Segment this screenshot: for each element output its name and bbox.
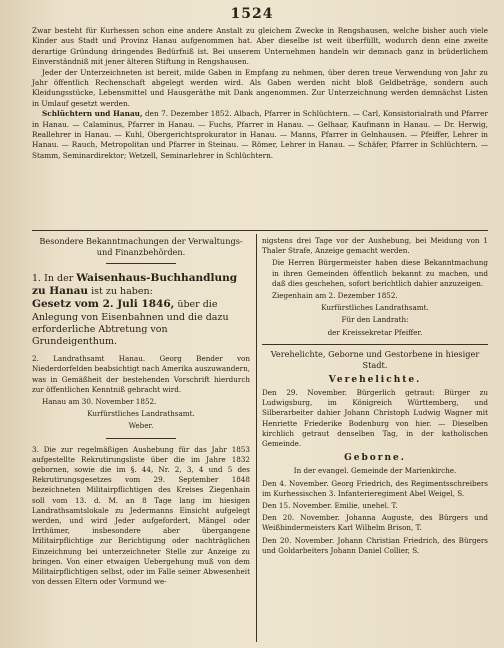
notice-1-publisher: Waisenhaus-Buchhandlung zu Hanau (32, 272, 238, 298)
horizontal-rule (262, 344, 488, 345)
notice-1 (32, 272, 250, 348)
notice-3-date: Ziegenhain am 2. Dezember 1852. (272, 291, 398, 301)
notice-2-date: Hanau am 30. November 1852. (42, 397, 157, 407)
left-column (32, 236, 250, 589)
birth-entry: Den 15. November. Emilie, unehel. T. (262, 501, 398, 511)
notice-1-law-title: Gesetz vom 2. Juli 1846, (32, 298, 175, 311)
top-article (32, 26, 488, 161)
notice-2-authority: Kurfürstliches Landrathsamt. (87, 409, 195, 419)
horizontal-rule (32, 230, 488, 231)
section-heading-civil-register: Verehelichte, Geborne und Gestorbene in hiesiger Stadt. (270, 348, 480, 370)
top-signatories: den 7. Dezember 1852. Albach, Pfarrer in Schlüchtern. — Carl, Konsistorialrath und Pfarrer in Hanau. — Calaminus, Pfarrer in Hanau. — Fuchs, Pfarrer in Hanau. — Gelhaar, Kaufmann in Hanau. — Dr. Herwig, Reallehrer in Hanau. — Kuhl, Obergerichtsprokurator in Hanau. — Manns, Pfarrer in Gelnhausen. — Pfeiffer, Lehrer in Hanau. — Rauch, Metropolitan und Pfarrer in Steinau. — Römer, Lehrer in Hanau. — Schäfer, Pfarrer in Schlüchtern. — Stamm, Seminardirektor; Wetzell, Seminarlehrer in Schlüchtern. (32, 109, 488, 160)
birth-entry: Den 4. November. Georg Friedrich, des Regimentsschreibers im Kurhessischen 3. Infanterieregiment Abel Weigel, S. (262, 478, 488, 498)
right-column (262, 236, 488, 558)
section-marriages: Verehelichte. (328, 374, 422, 385)
notice-3-for: Für den Landrath: (341, 315, 409, 325)
notice-1-intro: In der (44, 273, 74, 284)
notice-3-mayors: Die Herren Bürgermeister haben diese Bekanntmachung in ihren Gemeinden öffentlich bekannt zu machen, und daß dies geschehen, sofort berichtlich dahier anzuzeigen. (272, 258, 488, 288)
marriage-entry: Den 29. November. Bürgerlich getraut: Bürger zu Ludwigsburg, im Königreich Württemberg, und Silberarbeiter dahier Johann Christoph Ludwig Wagner mit Henriette Friederike Bodenburg von hier. — Dieselben kirchlich getraut denselben Tag, in der katholischen Gemeinde. (262, 388, 488, 449)
short-rule (106, 263, 176, 264)
notice-1-number: 1. (32, 273, 42, 284)
short-rule (106, 438, 176, 439)
notice-3-authority: Kurfürstliches Landrathsamt. (321, 303, 429, 313)
page-number: 1524 (230, 6, 274, 22)
notice-1-law-desc: über die Anlegung von Eisenbahnen und die dazu erforderliche Abtretung von Grundeigenthum. (32, 299, 229, 348)
births-parish-heading: In der evangel. Gemeinde der Marienkirche. (293, 466, 457, 476)
birth-entry: Den 20. November. Johanna Auguste, des Bürgers und Weißbindermeisters Karl Wilhelm Brison, T. (262, 513, 488, 533)
top-paragraph-2: Jeder der Unterzeichneten ist bereit, milde Gaben in Empfang zu nehmen, über deren treue Verwendung von Jahr zu Jahr öffentlich Rechenschaft abgelegt werden wird. Als Gaben werden nicht bloß Geldbeträge, sondern auch Kleidungsstücke, Lebensmittel und Hausgeräthe mit Dank angenommen. Zur Unterzeichnung werden demnächst Listen in Umlauf gesetzt werden. (32, 67, 488, 108)
notice-3-continued: nigstens drei Tage vor der Aushebung, bei Meidung von 1 Thaler Strafe, Anzeige gemacht werden. (262, 236, 488, 256)
notice-3-text: 3. Die zur regelmäßigen Aushebung für das Jahr 1853 aufgestellte Rekrutirungsliste über die im Jahre 1832 gebornen, sowie die im §. 44, Nr. 2, 3, 4 und 5 des Rekrutirungsgesetzes vom 29. September 1848 bezeichneten Militairpflichtigen des Kreises Ziegenhain soll vom 13. d. M. an 8 Tage lang im hiesigen Landrathsamtslokale zu Jedermanns Einsicht aufgelegt werden, und wird Jeder aufgefordert, Mängel oder Irrthümer, insbesondere aber übergangene Militairpflichtige zur Berichtigung oder nachträglichen Einzeichnung bei unterzeichneter Stelle zur Anzeige zu bringen. Von einer etwaigen Uebergehung muß von dem Militairpflichtigen selbst, oder im Falle seiner Abwesenheit von dessen Eltern oder Vormund we- (32, 444, 250, 587)
top-paragraph-1: Zwar besteht für Kurhessen schon eine andere Anstalt zu gleichem Zwecke in Rengshausen, welche bisher auch viele Kinder aus Stadt und Provinz Hanau aufgenommen hat. Aber dieselbe ist weit überfüllt, wodurch denn eine zweite derartige Gründung dringendes Bedürfniß ist. Bei unserem Unternehmen handeln wir demnach ganz in brüderlichem Einverständniß mit jener älteren Stiftung in Rengshausen. (32, 26, 488, 67)
section-heading-announcements: Besondere Bekanntmachungen der Verwaltungs- und Finanzbehörden. (39, 236, 243, 257)
top-place-heading: Schlüchtern und Hanau, (42, 109, 143, 119)
notice-1-available: ist zu haben: (91, 286, 153, 298)
column-divider (256, 234, 257, 642)
notice-2-text: 2. Landrathsamt Hanau. Georg Bender von Niederdorfelden beabsichtigt nach Amerika auszuwandern, was in Gemäßheit der bestehenden Vorschrift hierdurch zur öffentlichen Kenntniß gebracht wird. (32, 354, 250, 394)
notice-2-signature: Weber. (128, 421, 154, 431)
notice-3-signature: der Kreissekretar Pfeiffer. (327, 327, 423, 337)
birth-entry: Den 20. November. Johann Christian Friedrich, des Bürgers und Goldarbeiters Johann Daniel Collier, S. (262, 535, 488, 555)
section-births: Geborne. (344, 453, 406, 464)
